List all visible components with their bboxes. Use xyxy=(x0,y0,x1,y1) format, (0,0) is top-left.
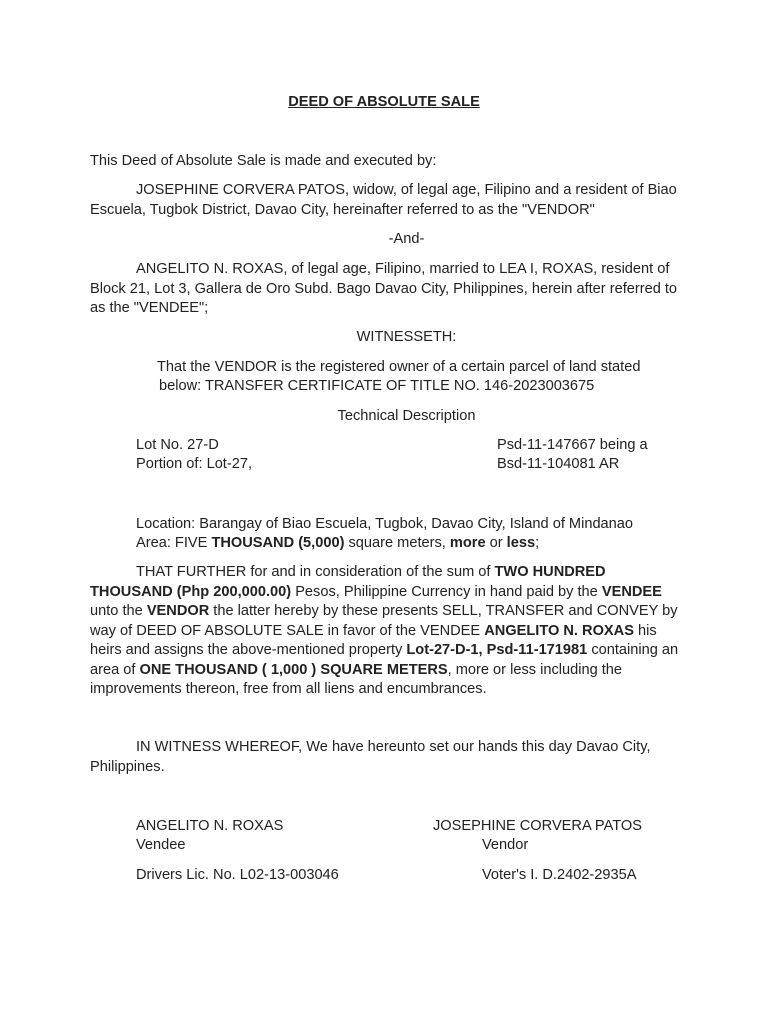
lot-number: Lot No. 27-D xyxy=(136,437,219,453)
and-separator: -And- xyxy=(388,231,425,247)
intro-paragraph: This Deed of Absolute Sale is made and executed by: xyxy=(90,153,437,169)
witness-whereof-paragraph: IN WITNESS WHEREOF, We have hereunto set our hands this day Davao City, Philippines. xyxy=(90,739,651,775)
registered-owner-line-2: below: TRANSFER CERTIFICATE OF TITLE NO. 146-2023003675 xyxy=(159,378,595,394)
vendee-signatory-name: ANGELITO N. ROXAS xyxy=(136,818,284,834)
vendor-id: Voter's I. D.2402-2935A xyxy=(482,867,637,883)
lot-bsd: Bsd-11-104081 AR xyxy=(497,456,620,472)
vendor-paragraph: JOSEPHINE CORVERA PATOS, widow, of legal age, Filipino and a resident of Biao Escuela, Tugbok District, Davao City, hereinafter referred to as the "VENDOR" xyxy=(90,182,677,218)
vendee-paragraph: ANGELITO N. ROXAS, of legal age, Filipino, married to LEA I, ROXAS, resident of Block 21, Lot 3, Gallera de Oro Subd. Bago Davao City, Philippines, herein after referred to as the "VENDEE"; xyxy=(90,261,678,316)
vendee-id: Drivers Lic. No. L02-13-003046 xyxy=(136,867,339,883)
registered-owner-line-1: That the VENDOR is the registered owner of a certain parcel of land stated xyxy=(157,359,641,375)
vendor-signatory-name: JOSEPHINE CORVERA PATOS xyxy=(433,818,642,834)
document-page xyxy=(90,0,680,1024)
vendor-signatory-role: Vendor xyxy=(482,837,529,853)
document-title: DEED OF ABSOLUTE SALE xyxy=(288,94,480,110)
area-line: Area: FIVE THOUSAND (5,000) square meters, more or less; xyxy=(136,535,540,551)
vendee-signatory-role: Vendee xyxy=(136,837,186,853)
location-line: Location: Barangay of Biao Escuela, Tugbok, Davao City, Island of Mindanao xyxy=(136,516,634,532)
lot-portion: Portion of: Lot-27, xyxy=(136,456,253,472)
lot-psd: Psd-11-147667 being a xyxy=(497,437,648,453)
consideration-paragraph: THAT FURTHER for and in consideration of the sum of TWO HUNDRED THOUSAND (Php 200,000.00) Pesos, Philippine Currency in hand paid by the VENDEE unto the VENDOR the latter hereby by these presents SELL, TRANSFER and CONVEY by way of DEED OF ABSOLUTE SALE in favor of the VENDEE ANGELITO N. ROXAS his heirs and assigns the above-mentioned property Lot-27-D-1, Psd-11-171981 containing an area of ONE THOUSAND ( 1,000 ) SQUARE METERS, more or less including the improvements thereon, free from all liens and encumbrances. xyxy=(90,564,679,697)
witnesseth-heading: WITNESSETH: xyxy=(356,329,457,345)
technical-description-heading: Technical Description xyxy=(337,408,476,424)
